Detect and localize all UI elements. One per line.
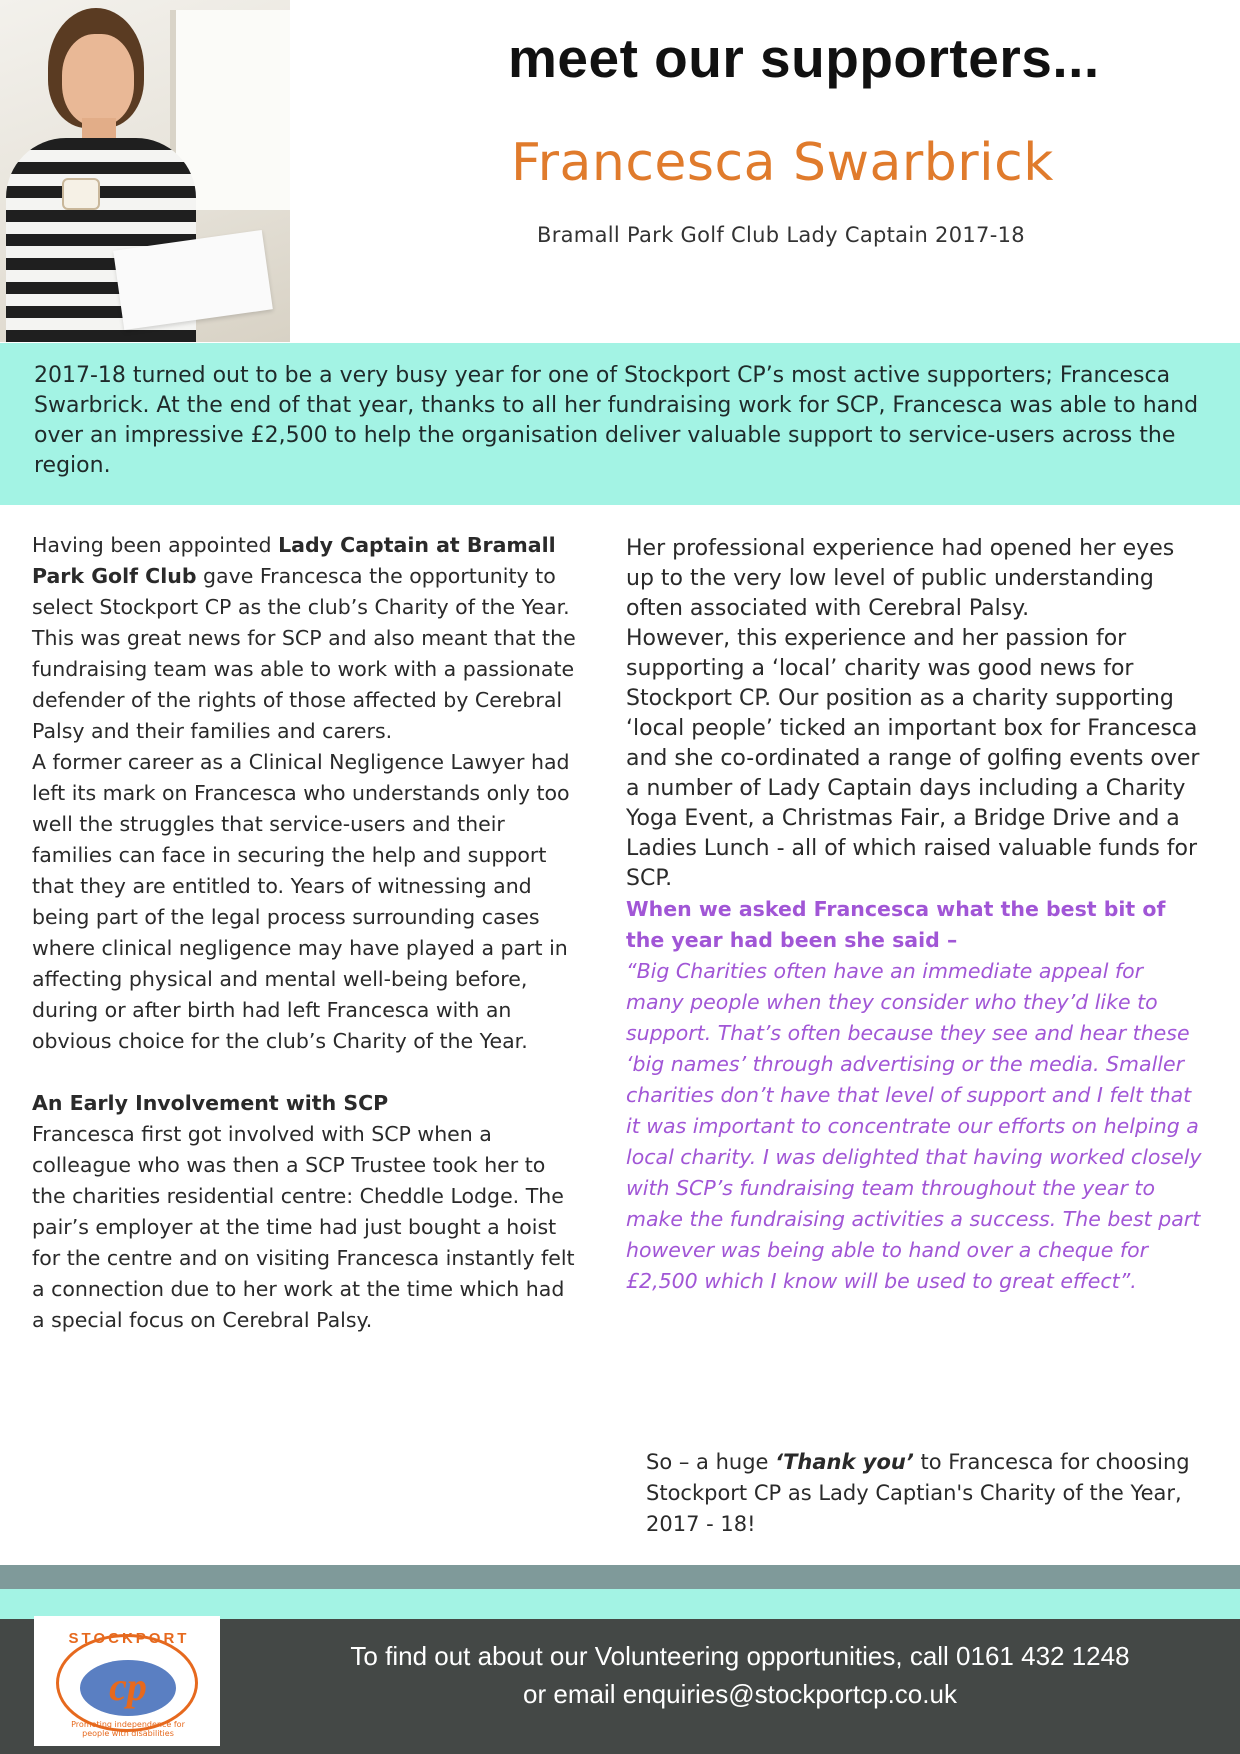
footer-volunteering-line: To find out about our Volunteering opportunities, call 0161 432 1248 xyxy=(350,1641,1130,1671)
supporter-quote: “Big Charities often have an immediate appeal for many people when they consider who they’d like to support. That’s often because they see and hear these ‘big names’ through advertising or the media. Smaller charities don’t have that level of support and I felt that it was important to concentrate our efforts on helping a local charity. I was delighted that having worked closely with SCP’s fundraising team throughout the year to make the fundraising activities a success. The best part however was being able to hand over a cheque for £2,500 which I know will be used to great effect”. xyxy=(626,959,1202,1293)
supporter-photo xyxy=(0,0,290,342)
footer-contact xyxy=(240,1637,1240,1713)
left-column xyxy=(32,530,580,1336)
right-paragraph-2: However, this experience and her passion for supporting a ‘local’ charity was good news for Stockport CP. Our position as a charity supporting ‘local people’ ticked an important box for Francesca and she co-ordinated a range of golfing events over a number of Lady Captain days including a Charity Yoga Event, a Christmas Fair, a Bridge Drive and a Ladies Lunch - all of which raised valuable funds for SCP. xyxy=(626,626,1200,891)
page-title: meet our supporters... xyxy=(508,27,1100,89)
footer-band-grey xyxy=(0,1565,1240,1589)
right-paragraph-1: Her professional experience had opened her eyes up to the very low level of public understanding often associated with Cerebral Palsy. xyxy=(626,536,1175,621)
footer-email-line: or email enquiries@stockportcp.co.uk xyxy=(523,1679,957,1709)
intro-text: 2017-18 turned out to be a very busy year for one of Stockport CP’s most active supporters; Francesca Swarbrick. At the end of that year, thanks to all her fundraising work for SCP, Francesca was able to hand over an impressive £2,500 to help the organisation deliver valuable support to service-users across the region. xyxy=(34,363,1199,478)
supporter-role: Bramall Park Golf Club Lady Captain 2017-18 xyxy=(537,223,1025,247)
supporter-name: Francesca Swarbrick xyxy=(511,133,1054,193)
lady-captain-highlight: Lady Captain at Bramall Park Golf Club xyxy=(32,533,556,588)
left-paragraph-1: Having been appointed Lady Captain at Bramall Park Golf Club gave Francesca the opportunity to select Stockport CP as the club’s Charity of the Year. This was great news for SCP and also meant that the fundraising team was able to work with a passionate defender of the rights of those affected by Cerebral Palsy and their families and carers. xyxy=(32,533,576,743)
left-paragraph-3: Francesca first got involved with SCP when a colleague who was then a SCP Trustee took her to the charities residential centre: Cheddle Lodge. The pair’s employer at the time had just bought a hoist for the centre and on visiting Francesca instantly felt a connection due to her work at the time which had a special focus on Cerebral Palsy. xyxy=(32,1122,575,1332)
intro-panel xyxy=(0,343,1240,505)
logo-tagline: Promoting independence for people with disabilities xyxy=(71,1720,185,1738)
footer-band-teal xyxy=(0,1589,1240,1619)
quote-lead: When we asked Francesca what the best bit of the year had been she said – xyxy=(626,897,1166,952)
logo-cp-mark: cp xyxy=(109,1664,147,1709)
thank-you-note: So – a huge ‘Thank you’ to Francesca for choosing Stockport CP as Lady Captian's Charity of the Year, 2017 - 18! xyxy=(646,1450,1190,1536)
right-column xyxy=(626,534,1206,1297)
thank-you-emphasis: ‘Thank you’ xyxy=(775,1450,914,1474)
section-subheading: An Early Involvement with SCP xyxy=(32,1091,389,1115)
left-paragraph-2: A former career as a Clinical Negligence Lawyer had left its mark on Francesca who understands only too well the struggles that service-users and their families can face in securing the help and support that they are entitled to. Years of witnessing and being part of the legal process surrounding cases where clinical negligence may have played a part in affecting physical and mental well-being before, during or after birth had left Francesca with an obvious choice for the club’s Charity of the Year. xyxy=(32,750,570,1053)
logo-wordmark: STOCKPORT xyxy=(68,1630,190,1647)
stockport-cp-logo xyxy=(34,1616,220,1746)
